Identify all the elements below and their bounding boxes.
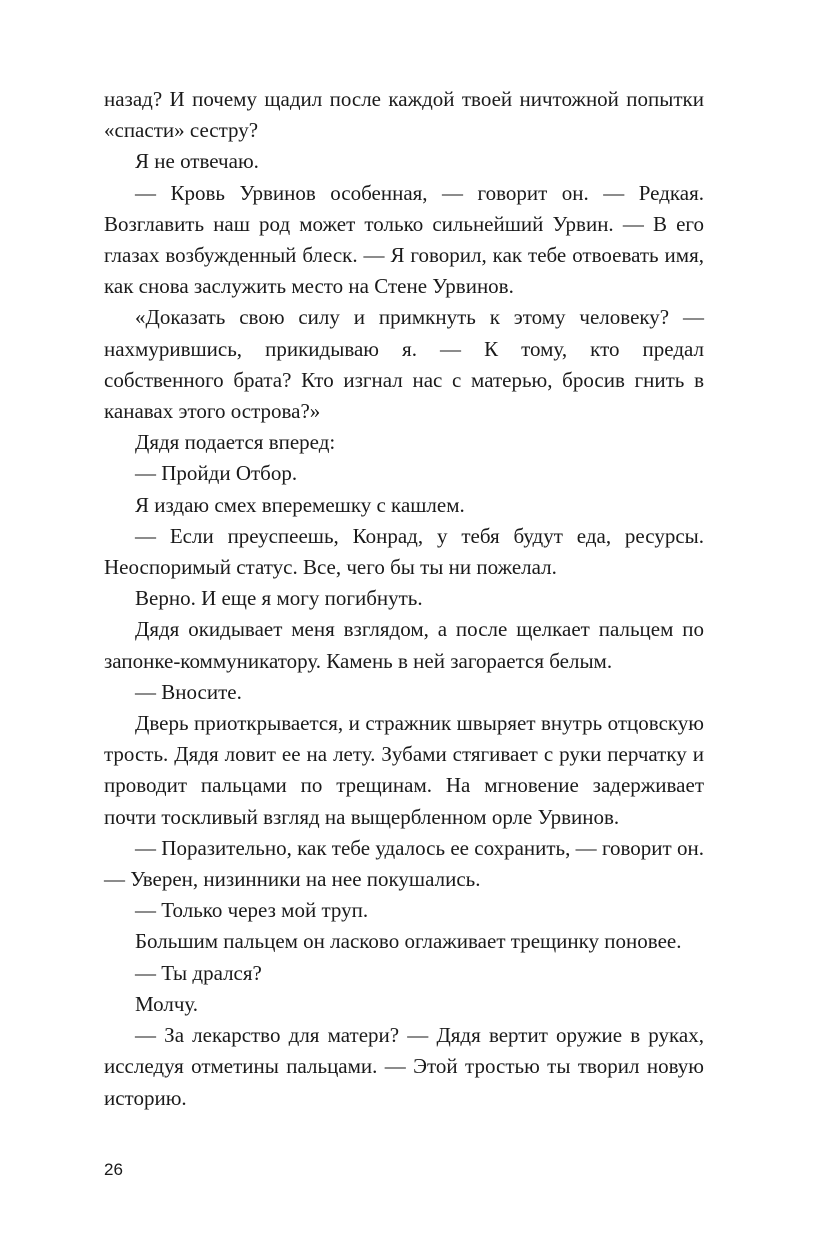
paragraph: назад? И почему щадил после каждой твоей ничтожной попытки «спасти» сестру? xyxy=(104,87,704,143)
paragraph: — Только через мой труп. xyxy=(135,898,369,923)
paragraph: Дверь приоткрывается, и стражник швыряет внутрь отцовскую трость. Дядя ловит ее на лету. Зубами стягивает с руки перчатку и проводит пальцами по трещинам. На мгновение задерживает почти тоскливый взгляд на выщербленном орле Урвинов. xyxy=(104,711,704,829)
paragraph: Верно. И еще я могу погибнуть. xyxy=(135,586,423,611)
page-text xyxy=(104,84,704,1114)
paragraph: — Кровь Урвинов особенная, — говорит он. — Редкая. Возглавить наш род может только сильнейший Урвин. — В его глазах возбужденный блеск. — Я говорил, как тебе отвоевать имя, как снова заслужить место на Стене Урвинов. xyxy=(104,180,704,299)
paragraph: — Ты дрался? xyxy=(135,960,262,985)
paragraph: Большим пальцем он ласково оглаживает трещинку поновее. xyxy=(135,929,682,954)
paragraph: «Доказать свою силу и примкнуть к этому человеку? — нахмурившись, прикидываю я. — К тому, кто предал собственного брата? Кто изгнал нас с матерью, бросив гнить в канавах этого острова?» xyxy=(104,305,704,424)
paragraph: Я издаю смех вперемешку с кашлем. xyxy=(135,492,465,517)
paragraph: — Вносите. xyxy=(135,679,242,704)
paragraph: — Пройди Отбор. xyxy=(135,461,298,486)
paragraph: Дядя подается вперед: xyxy=(135,430,336,455)
paragraph: Я не отвечаю. xyxy=(135,149,259,174)
paragraph: — Поразительно, как тебе удалось ее сохранить, — говорит он. — Уверен, низинники на нее покушались. xyxy=(104,835,704,892)
paragraph: Молчу. xyxy=(135,991,199,1016)
paragraph: — За лекарство для матери? — Дядя вертит оружие в руках, исследуя отметины пальцами. — Этой тростью ты творил новую историю. xyxy=(104,1023,704,1110)
paragraph: — Если преуспеешь, Конрад, у тебя будут еда, ресурсы. Неоспоримый статус. Все, чего бы ты ни пожелал. xyxy=(104,523,704,580)
paragraph: Дядя окидывает меня взглядом, а после щелкает пальцем по запонке-коммуникатору. Камень в ней загорается белым. xyxy=(104,617,704,673)
page-number: 26 xyxy=(104,1160,123,1179)
